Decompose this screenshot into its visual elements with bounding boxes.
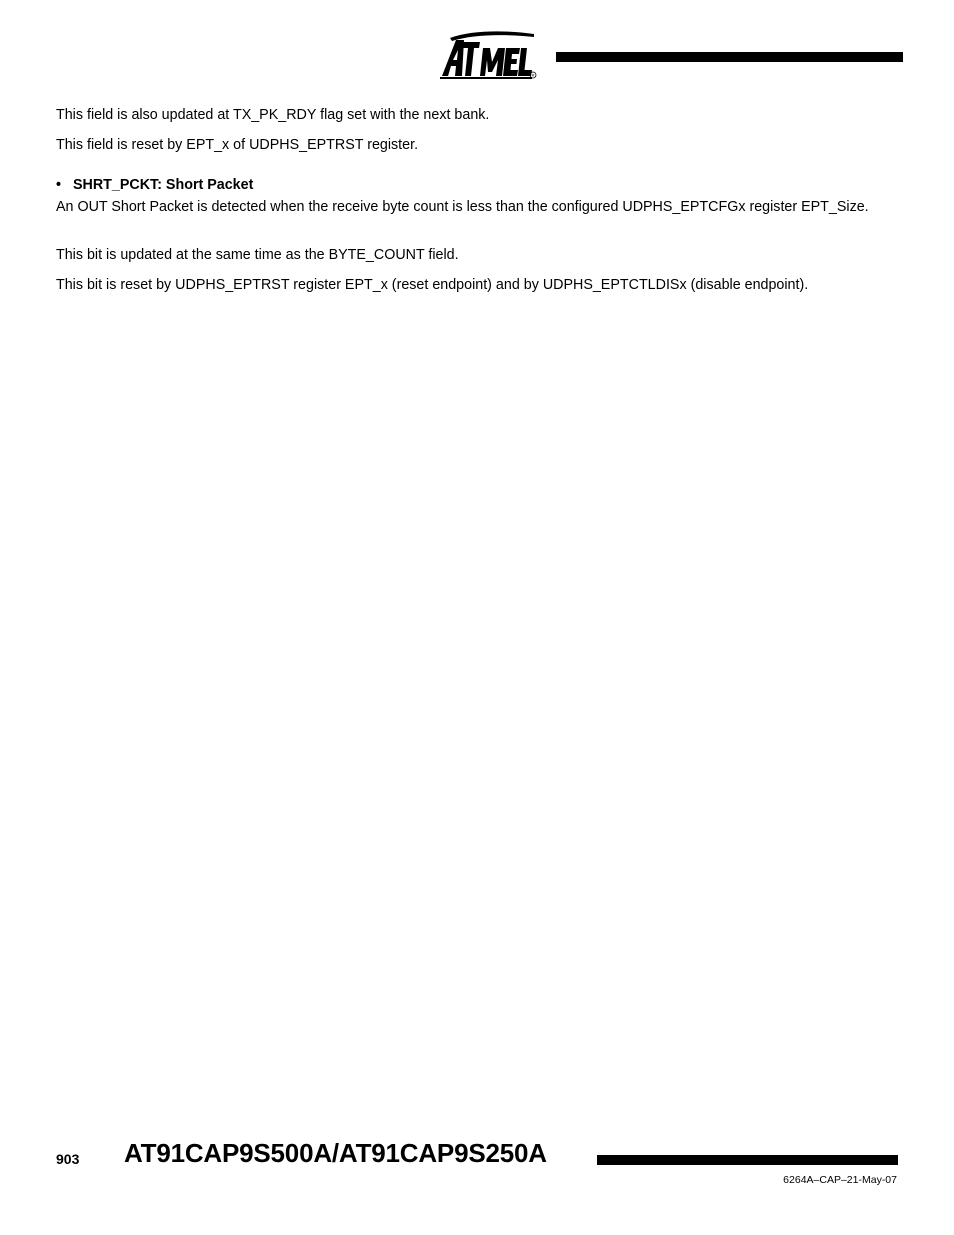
- paragraph: This field is also updated at TX_PK_RDY flag set with the next bank.: [56, 107, 490, 123]
- field-heading-title: SHRT_PCKT: Short Packet: [73, 177, 254, 193]
- paragraph: This field is reset by EPT_x of UDPHS_EPTRST register.: [56, 137, 419, 153]
- page-number: 903: [56, 1151, 80, 1167]
- bullet-icon: •: [56, 177, 62, 193]
- paragraph: An OUT Short Packet is detected when the receive byte count is less than the configured UDPHS_EPTCFGx register EPT_Size.: [56, 199, 869, 215]
- footer-rule: [597, 1155, 898, 1165]
- svg-text:R: R: [531, 72, 535, 78]
- header-rule: [556, 52, 903, 62]
- document-title: AT91CAP9S500A/AT91CAP9S250A: [124, 1138, 547, 1168]
- paragraph: This bit is reset by UDPHS_EPTRST register EPT_x (reset endpoint) and by UDPHS_EPTCTLDISx (disable endpoint).: [56, 277, 809, 293]
- paragraph: This bit is updated at the same time as the BYTE_COUNT field.: [56, 247, 459, 263]
- document-reference: 6264A–CAP–21-May-07: [783, 1174, 897, 1186]
- atmel-logo-icon: [436, 28, 540, 82]
- field-heading: [56, 176, 898, 195]
